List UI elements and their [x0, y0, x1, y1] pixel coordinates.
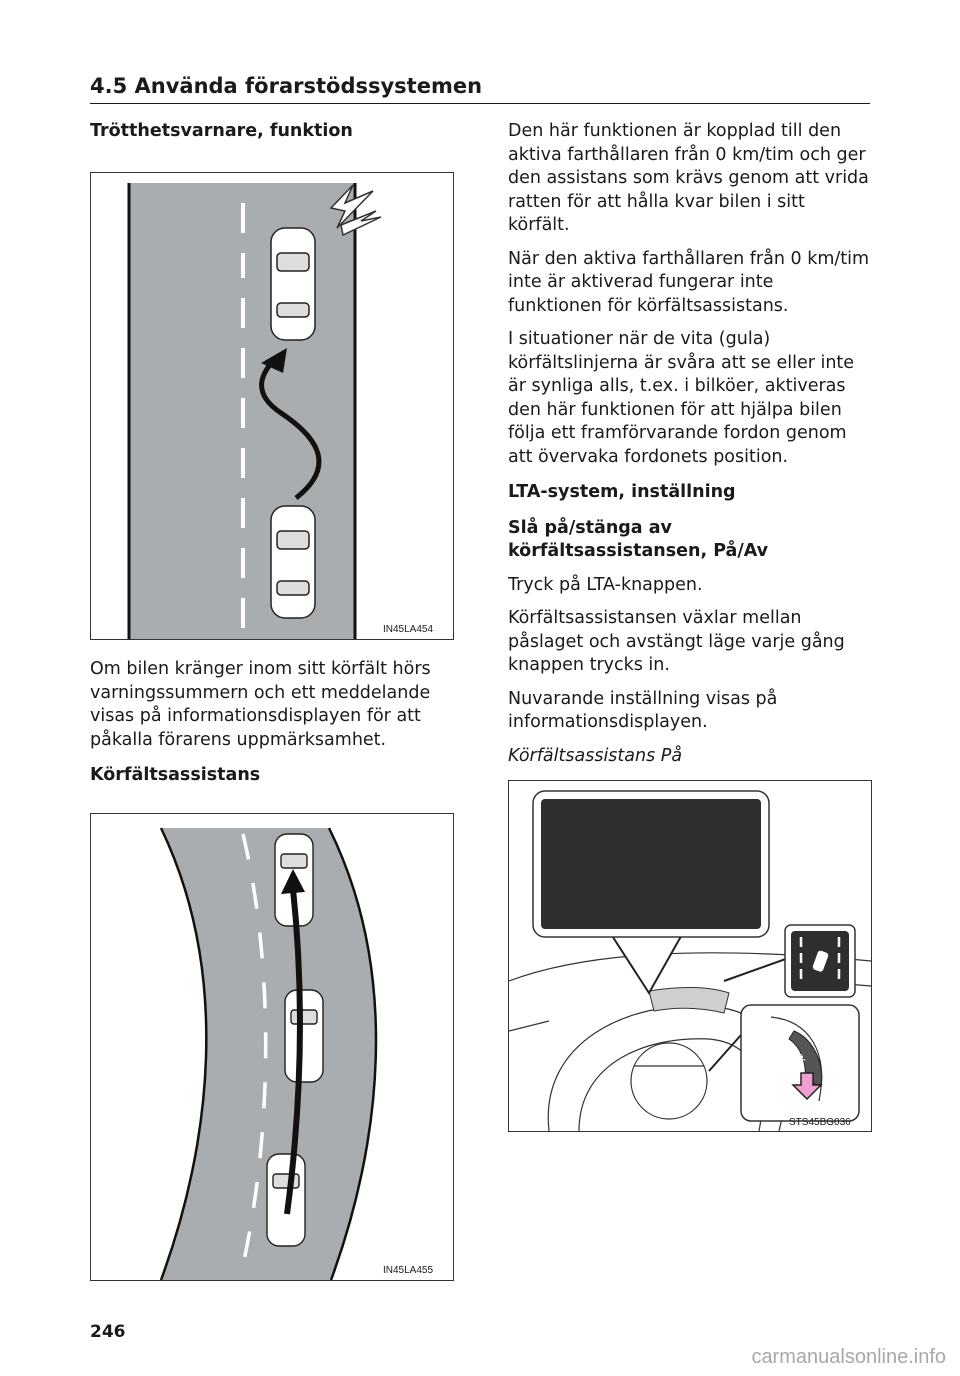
figure-lane-departure [90, 172, 454, 640]
fig2-code: IN45LA455 [383, 1265, 434, 1276]
lta-button-icon: ⛐ [797, 1053, 806, 1064]
car-2 [285, 990, 323, 1082]
dashboard-illustration [509, 781, 871, 1131]
para-display-info: Nuvarande inställning visas på informationsdisplayen. [508, 688, 778, 732]
para-inactive-note: När den aktiva farthållaren från 0 km/tim inte är aktiverad fungerar inte funktionen för körfältsassistans. [508, 248, 870, 316]
figure-lane-tracing [90, 813, 454, 1281]
watermark: carmanualsonline.info [751, 1346, 946, 1368]
fig1-code: IN45LA454 [383, 624, 434, 635]
caption-lane-assist-on: Körfältsassistans På [508, 745, 683, 766]
para-fatigue-alert: Om bilen kränger inom sitt körfält hörs varningssummern och ett meddelande visas på informationsdisplayen för att påkalla förarens uppmärksamhet. [90, 659, 431, 750]
right-text-block [508, 120, 872, 768]
section-title: 4.5 Använda förarstödssystemen [90, 74, 483, 98]
fig3-code: STS45BG036 [789, 1117, 851, 1128]
page-number: 246 [90, 1322, 126, 1342]
para-lane-lines-note: I situationer när de vita (gula) körfältslinjerna är svåra att se eller inte är synliga alls, t.ex. i bilköer, aktiveras den här funktionen för att hjälpa bilen följa ett framförvarande fordon genom att övervaka fordonets position. [508, 329, 855, 467]
heading-fatigue-warning: Trötthetsvarnare, funktion [90, 121, 353, 141]
left-text-block [90, 658, 460, 788]
heading-lane-assist: Körfältsassistans [90, 765, 261, 785]
heading-toggle-lane-assist: Slå på/stänga av körfältsassistansen, På/Av [508, 517, 769, 561]
header-rule [90, 103, 870, 104]
car-top [271, 228, 315, 340]
lane-departure-illustration [91, 173, 453, 639]
callout-screen [541, 799, 761, 929]
heading-lta-setting: LTA-system, inställning [508, 482, 736, 502]
para-toggle-info: Körfältsassistansen växlar mellan påslaget och avstängt läge varje gång knappen trycks in. [508, 608, 845, 675]
para-press-lta: Tryck på LTA-knappen. [508, 574, 703, 595]
figure-dashboard [508, 780, 872, 1132]
para-function-description: Den här funktionen är kopplad till den aktiva farthållaren från 0 km/tim och ger den assistans som krävs genom att vrida ratten för att hålla kvar bilen i sitt körfält. [508, 121, 869, 235]
left-heading-fatigue [90, 120, 460, 144]
car-bottom [271, 506, 315, 618]
lane-tracing-illustration [91, 814, 453, 1280]
